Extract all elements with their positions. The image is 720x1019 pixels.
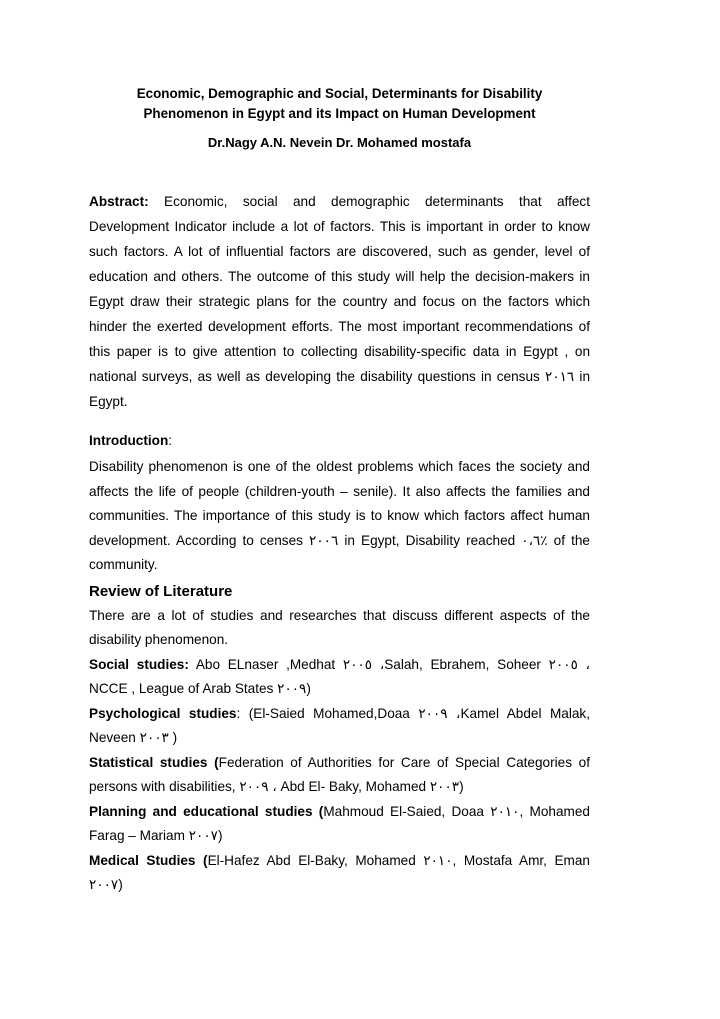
lit-item-label: Psychological studies — [89, 705, 237, 721]
title-line-1: Economic, Demographic and Social, Determinants for Disability — [136, 86, 543, 101]
lit-item-label: Medical Studies ( — [89, 852, 208, 868]
abstract-text: Economic, social and demographic determinants that affect Development Indicator include a lot of factors. This is important in order to know such factors. A lot of influential factors are discovered, such as gender, level of education and others. The outcome of this study will help the decision-makers in Egypt draw their strategic plans for the country and focus on the factors which hinder the exerted development efforts. The most important recommendations of this paper is to give attention to collecting disability-specific data in Egypt , on national surveys, as well as developing the disability questions in census ٢٠١٦ in Egypt. — [89, 194, 590, 409]
lit-item-statistical — [89, 751, 590, 800]
introduction-colon: : — [168, 433, 173, 448]
lit-item-label: Statistical studies ( — [89, 754, 219, 770]
lit-item-text: Mahmoud El-Saied, Doaa ٢٠١٠, Mohamed Farag – Mariam ٢٠٠٧) — [89, 803, 590, 843]
lit-item-label: Social studies: — [89, 656, 189, 672]
lit-item-psychological — [89, 702, 590, 751]
review-heading: Review of Literature — [89, 582, 233, 600]
lit-item-label: Planning and educational studies ( — [89, 803, 324, 819]
lit-item-medical — [89, 849, 590, 898]
lit-item-text: El-Hafez Abd El-Baky, Mohamed ٢٠١٠, Mostafa Amr, Eman ٢٠٠٧) — [89, 852, 590, 892]
lit-item-text: Federation of Authorities for Care of Special Categories of persons with disabilities, ٢٠٠٩ ، Abd El- Baky, Mohamed ٢٠٠٣) — [89, 754, 591, 794]
lit-item-planning — [89, 800, 590, 849]
review-intro: There are a lot of studies and researches that discuss different aspects of the disability phenomenon. — [89, 607, 590, 647]
introduction-section — [89, 455, 590, 578]
review-section — [89, 604, 590, 898]
lit-item-social — [89, 653, 590, 702]
authors: Dr.Nagy A.N. Nevein Dr. Mohamed mostafa — [207, 135, 472, 150]
abstract-section — [89, 189, 590, 414]
title-line-2: Phenomenon in Egypt and its Impact on Human Development — [143, 106, 536, 121]
introduction-label: Introduction — [89, 433, 169, 448]
paper-title — [89, 84, 590, 124]
introduction-text: Disability phenomenon is one of the oldest problems which faces the society and affects the life of people (children-youth – senile). It also affects the families and communities. The importance of this study is to know which factors affect human development. According to censes ٢٠٠٦ in Egypt, Disability reached ٠،٦٪ of the community. — [89, 459, 590, 572]
lit-item-text: : (El-Saied Mohamed,Doaa ٢٠٠٩ ،Kamel Abdel Malak, Neveen ٢٠٠٣ ) — [89, 705, 590, 745]
introduction-heading — [89, 430, 590, 452]
lit-item-text: Abo ELnaser ,Medhat ٢٠٠٥ ،Salah, Ebrahem, Soheer ٢٠٠٥ ، NCCE , League of Arab States ٢٠٠٩) — [89, 656, 590, 696]
abstract-label: Abstract: — [89, 194, 149, 209]
